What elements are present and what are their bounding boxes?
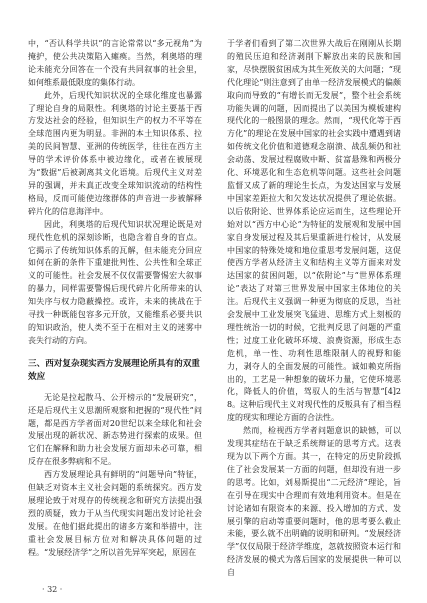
left-column (28, 38, 202, 560)
section-heading: 三、西对复杂现实西方发展理论所具有的双重效应 (28, 358, 200, 382)
left-paragraph-1: 中，“否认科学共识”的言论常常以“多元视角”为掩护，使公共决策陷入瘫痪。当然，利奥塔的理论未能充分回答在一个没有共同叙事的社会里，如何维系最低限度的集体行动。 (28, 39, 202, 87)
right-paragraph-1: 于学者们看到了第二次世界大战后在刚刚从长期的殖民压迫和经济剥削下解放出来的民族和国家，尽快摆脱贫困成为其生死攸关的大问题；“现代化理论”则注意到了由单一经济发展模式的偏颇取向而导致的“有增长而无发展”，整个社会系统功能失调的问题，因而提出了以美国为模板建构现代化的一般图景的理念。然而，“现代化等于西方化”的理论在发展中国家的社会实践中遭遇到诸如传统文化价值和道德观念崩溃、战乱频仍和社会动荡、发展过程腐败中断、贫富悬殊和两极分化、环境恶化和生态危机等问题。这些社会问题监督又成了新的理论生长点，为发达国家与发展中国家差距拉大和欠发达状况提供了理论依据。以后依附论、世界体系论应运而生，这些理论开始对以“西方中心论”为特征的发展观和发展中国家自身发展过程及其后果重新进行检讨，从发展中国家的特殊处境和地位重思考发展问题，这促使西方学者从经济主义和结构主义等方面来对发达国家的贫困问题，以“依附论”与“世界体系理论”表达了对第三世界发展中国家主体地位的关注。后现代主义强调一种更为彻底的反思，当社会发展中工业发展突飞猛进、思维方式上刻板的理性统治一切的时候，它批判反思了问题的严重性；过度工业化破坏环境、浪费资源，形成生态危机，单一性、功利性思维限制人的视野和能力，剥夺人的全面发展的可能性。诚如赖克所指出的，工艺是一种想象的破坏力量，它使环境恶化，降低人的价值，驾驭人的生活与智慧”[4]28。这种后现代主义对现代性的反叛具有了相当程度的现实和理论方面的合法性。 (227, 39, 401, 423)
left-paragraph-4: 无论是拉起散马、公开榜示的“发展研究”，还是后现代主义思潮所观察和把握的“现代性”问题，都是西方学者面对20世纪以来全球化和社会发展出现的新状况、新态势进行探索的成果。但它们在解释和助力社会发展方面却未必可靠，相反存在很多弊病和不足。 (28, 392, 202, 467)
right-column (227, 38, 401, 580)
left-paragraph-5: 西方发展理论具有鲜明的“问题导向”特征，但缺乏对资本主义社会问题的系统探究。西方发展理论致于对现存的传统视念和研究方法提出强烈的质疑，致力于从当代现实问题出发讨论社会发展。在他们据此提出的诸多方案和举措中，注重社会发展目标方位对和解决具体问题的过程。“发展经济学”之所以首先异军突起，原因在 (28, 470, 202, 557)
left-paragraph-2: 此外，后现代知识状况的全球化维度也暴露了理论自身的局限性。利奥塔的讨论主要基于西方发达社会的经验，但知识生产的权力不平等在全球范围内更为明显。非洲的本土知识体系、拉美的民间智慧、亚洲的传统医学，往往在西方主导的学术评价体系中被边缘化，或者在被展现为“数据”后被剥离其文化语境。后现代主义对差异的强调，并未真正改变全球知识流动的结构性格局，反而可能使边缘群体的声音进一步被解释碎片化的信息海洋中。 (28, 90, 202, 216)
left-paragraph-3: 因此，利奥塔的后现代知识状况理论既是对现代性危机的深刻诊断，也隐含着自身的盲点。它揭示了传统知识体系的瓦解，但未能充分回应如何在新的条件下重建批判性、公共性和全球正义的可能性。社会发展不仅仅需要警惕宏大叙事的暴力，同样需要警惕后现代碎片化所带来的认知失序与权力隐蔽操控。或许，未来的挑战在于寻找一种既能包容多元开放，又能维系必要共识的知识政治，使人类不至于在相对主义的迷雾中丧失行动的方向。 (28, 219, 202, 345)
page-number: · 32 · (42, 585, 63, 594)
right-paragraph-2: 然而，检视西方学者问题意识的缺憾，可以发现其症结在于缺乏系统辩证的思考方式。这表现为以下两个方面。其一，在特定的历史阶段抓住了社会发展某一方面的问题，但却没有进一步的思考。比如，刘易斯提出“二元经济”理论，旨在引导在现实中合理而有效地利用资本。但是在讨论诸如有限资本的来源、投入增加的方式、发展引擎的启动等重要问题时，他的思考要么截止未能，要么就不出明确的说明和研判。“发展经济学”仅仅局限于经济学维度，忽就按照资本运行和经济发展的模式为落后国家的发展提供一种可以自 (227, 426, 401, 578)
